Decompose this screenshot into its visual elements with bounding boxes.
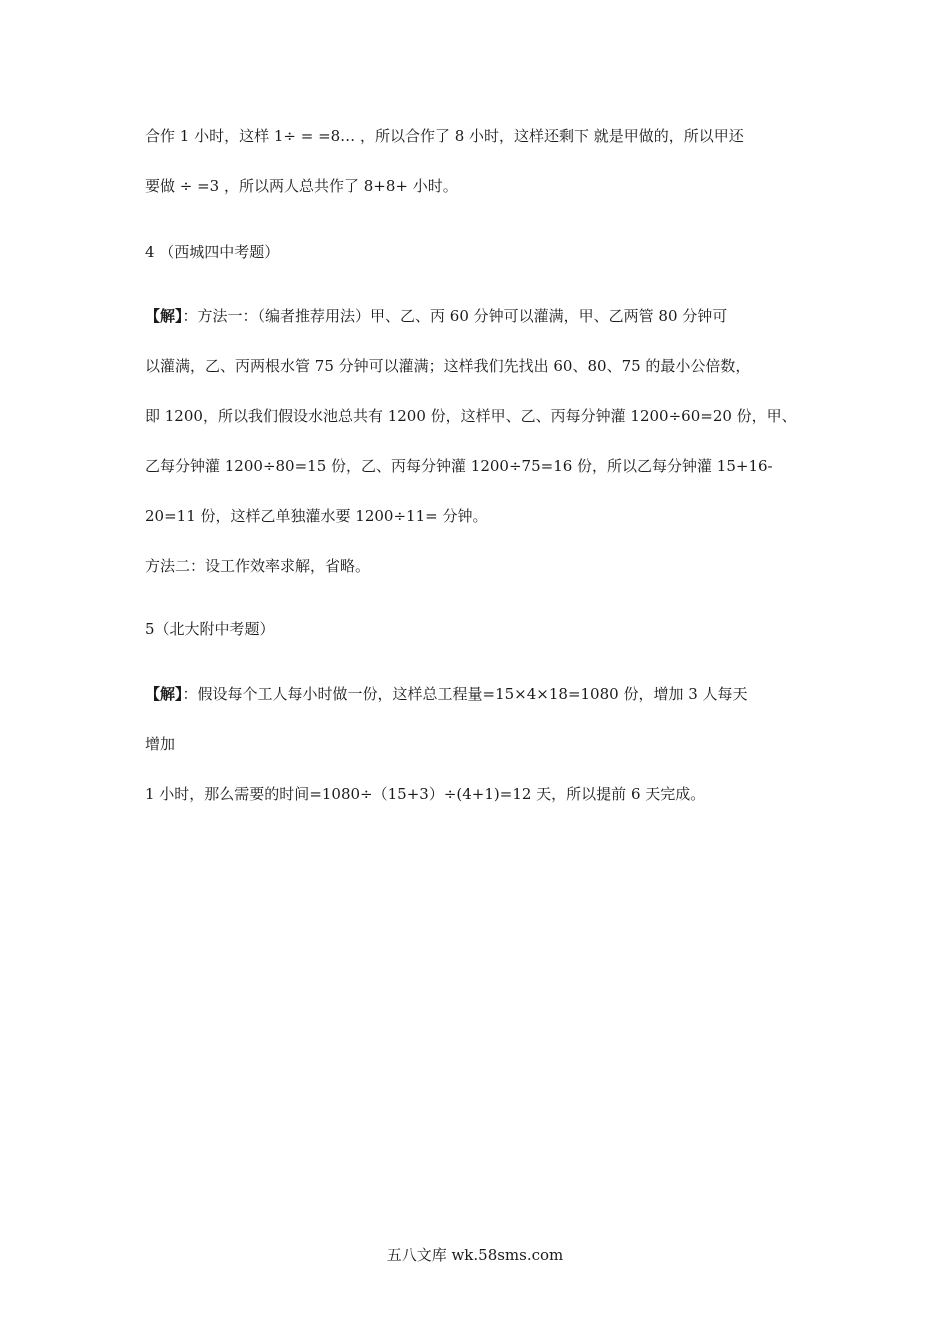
- question-4-heading: 4 （西城四中考题）: [145, 243, 280, 261]
- question-4-solution-line-4: 乙每分钟灌 1200÷80=15 份，乙、丙每分钟灌 1200÷75=16 份，所以乙每分钟灌 15+16-: [145, 457, 773, 475]
- text-line-2: 要做 ÷ =3 ，所以两人总共作了 8+8+ 小时。: [145, 177, 458, 195]
- solution-label: 【解】: [145, 685, 183, 703]
- solution-text: ：方法一：（编者推荐用法）甲、乙、丙 60 分钟可以灌满，甲、乙两管 80 分钟可: [182, 307, 728, 325]
- text-line-1: 合作 1 小时，这样 1÷ = =8… ，所以合作了 8 小时，这样还剩下 就是甲做的，所以甲还: [145, 127, 744, 145]
- question-4-solution-line-5: 20=11 份，这样乙单独灌水要 1200÷11= 分钟。: [145, 507, 488, 525]
- page-footer: 五八文库 wk.58sms.com: [386, 1246, 564, 1264]
- solution-label: 【解】: [145, 307, 183, 325]
- question-4-solution-line-2: 以灌满，乙、丙两根水管 75 分钟可以灌满；这样我们先找出 60、80、75 的最小公倍数，: [145, 357, 751, 375]
- question-4-solution-line-1: [145, 306, 727, 326]
- question-4-solution-line-3: 即 1200，所以我们假设水池总共有 1200 份，这样甲、乙、丙每分钟灌 1200÷60=20 份，甲、: [145, 407, 797, 425]
- question-5-solution-line-3: 1 小时，那么需要的时间=1080÷（15+3）÷(4+1)=12 天，所以提前 6 天完成。: [145, 785, 706, 803]
- question-5-solution-line-1: [145, 684, 748, 704]
- question-4-method-2: 方法二：设工作效率求解，省略。: [145, 557, 371, 575]
- question-5-heading: 5（北大附中考题）: [145, 620, 275, 638]
- solution-text: ：假设每个工人每小时做一份，这样总工程量=15×4×18=1080 份，增加 3 人每天: [182, 685, 748, 703]
- question-5-solution-line-2: 增加: [145, 735, 176, 753]
